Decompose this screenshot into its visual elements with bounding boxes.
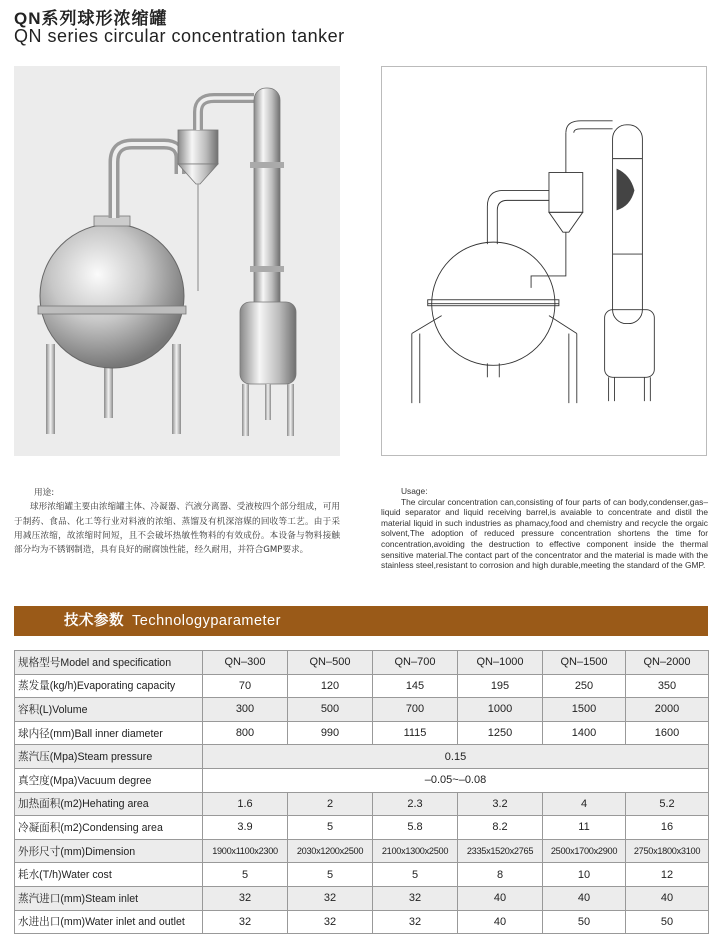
usage-cn-text: 球形浓缩罐主要由浓缩罐主体、冷凝器、汽液分离器、受液桉四个部分组成，可用于制药、食品、化工等行业对料液的浓缩、蒸馏及有机深溶媒的回收等工艺。由于采用减压浓缩，故浓缩时间短，且不会破坏热敏性物料的有效成份。本设备与物料接触部分均为不锈钢制造，具有良好的耐腐蚀性能，经久耐用，并符合GMP要求。 (14, 502, 340, 556)
usage-en-text: The circular concentration can,consisting of four parts of can body,condenser,gas–liquid separator and liquid receiving barrel,is avaiable to concentrate and distil the material liquid in such industries as phamacy,food and chemistry and recycle the orgaic solvent,The adoption of reduced pressure concentration shortens the time for concentration,avoiding the destruction to effective component inside the thermal sensitive material.The contact part of the concentrator and the material is made with the stainless steel,resistant to corrosion and high durable,meeting the standard of the GMP. (381, 496, 708, 571)
row-value-cell: 1900x1100x2300 (203, 839, 288, 863)
row-value-cell: 500 (288, 698, 373, 722)
row-merged-value: –0.05~–0.08 (203, 768, 709, 792)
row-value-cell: 8.2 (458, 816, 543, 840)
table-header-cell: QN–500 (288, 651, 373, 675)
row-value-cell: 800 (203, 721, 288, 745)
row-value-cell: 5 (288, 863, 373, 887)
row-value-cell: 50 (626, 910, 709, 934)
row-value-cell: 5 (288, 816, 373, 840)
row-value-cell: 1000 (458, 698, 543, 722)
usage-chinese (14, 486, 340, 557)
row-value-cell: 32 (288, 886, 373, 910)
row-value-cell: 40 (458, 886, 543, 910)
row-label: 加热面积(m2)Hehating area (15, 792, 203, 816)
row-value-cell: 990 (288, 721, 373, 745)
row-value-cell: 40 (458, 910, 543, 934)
banner-title-cn: 技术参数 (64, 613, 124, 629)
table-row (15, 816, 709, 840)
row-value-cell: 10 (543, 863, 626, 887)
row-value-cell: 32 (203, 910, 288, 934)
row-value-cell: 145 (373, 674, 458, 698)
row-value-cell: 350 (626, 674, 709, 698)
row-value-cell: 32 (288, 910, 373, 934)
row-label: 耗水(T/h)Water cost (15, 863, 203, 887)
row-label: 真空度(Mpa)Vacuum degree (15, 768, 203, 792)
row-value-cell: 4 (543, 792, 626, 816)
row-value-cell: 2 (288, 792, 373, 816)
row-value-cell: 3.2 (458, 792, 543, 816)
banner-title-en: Technologyparameter (132, 613, 281, 629)
row-label: 冷凝面积(m2)Condensing area (15, 816, 203, 840)
row-value-cell: 3.9 (203, 816, 288, 840)
table-row (15, 886, 709, 910)
row-label: 外形尺寸(mm)Dimension (15, 839, 203, 863)
row-label: 蒸发量(kg/h)Evaporating capacity (15, 674, 203, 698)
row-value-cell: 120 (288, 674, 373, 698)
row-merged-value: 0.15 (203, 745, 709, 769)
table-row (15, 910, 709, 934)
row-value-cell: 5.2 (626, 792, 709, 816)
row-value-cell: 50 (543, 910, 626, 934)
row-value-cell: 12 (626, 863, 709, 887)
row-value-cell: 1.6 (203, 792, 288, 816)
table-row (15, 863, 709, 887)
row-value-cell: 300 (203, 698, 288, 722)
table-row (15, 698, 709, 722)
title-chinese: QN系列球形浓缩罐 (14, 9, 168, 28)
row-value-cell: 250 (543, 674, 626, 698)
row-label: 容积(L)Volume (15, 698, 203, 722)
table-header-cell: QN–1500 (543, 651, 626, 675)
row-value-cell: 5 (203, 863, 288, 887)
row-value-cell: 40 (626, 886, 709, 910)
row-value-cell: 8 (458, 863, 543, 887)
row-value-cell: 16 (626, 816, 709, 840)
row-value-cell: 32 (373, 910, 458, 934)
row-value-cell: 32 (373, 886, 458, 910)
usage-en-label: Usage: (401, 486, 428, 496)
table-header-cell: QN–2000 (626, 651, 709, 675)
row-label: 球内径(mm)Ball inner diameter (15, 721, 203, 745)
row-value-cell: 2100x1300x2500 (373, 839, 458, 863)
row-value-cell: 2030x1200x2500 (288, 839, 373, 863)
row-value-cell: 5.8 (373, 816, 458, 840)
row-value-cell: 195 (458, 674, 543, 698)
table-row (15, 792, 709, 816)
equipment-line-drawing (381, 66, 707, 456)
row-label: 蒸汽进口(mm)Steam inlet (15, 886, 203, 910)
equipment-photo (14, 66, 340, 456)
table-row (15, 768, 709, 792)
row-value-cell: 11 (543, 816, 626, 840)
row-label: 水进出口(mm)Water inlet and outlet (15, 910, 203, 934)
table-header-cell: QN–700 (373, 651, 458, 675)
photo-illustration (14, 66, 340, 456)
spec-table-body (15, 651, 709, 934)
table-header-cell: QN–1000 (458, 651, 543, 675)
row-value-cell: 2.3 (373, 792, 458, 816)
row-label: 蒸汽压(Mpa)Steam pressure (15, 745, 203, 769)
table-header-row (15, 651, 709, 675)
table-row (15, 721, 709, 745)
table-row (15, 674, 709, 698)
row-value-cell: 40 (543, 886, 626, 910)
table-header-cell: QN–300 (203, 651, 288, 675)
row-value-cell: 70 (203, 674, 288, 698)
row-value-cell: 1115 (373, 721, 458, 745)
usage-english (381, 486, 708, 571)
spec-table (14, 650, 709, 934)
line-drawing-illustration (382, 67, 706, 455)
row-value-cell: 1500 (543, 698, 626, 722)
technical-parameter-banner (14, 606, 708, 636)
table-header-label: 规格型号Model and specification (15, 651, 203, 675)
row-value-cell: 1400 (543, 721, 626, 745)
table-row (15, 745, 709, 769)
table-row (15, 839, 709, 863)
row-value-cell: 1250 (458, 721, 543, 745)
row-value-cell: 2000 (626, 698, 709, 722)
row-value-cell: 2335x1520x2765 (458, 839, 543, 863)
row-value-cell: 2750x1800x3100 (626, 839, 709, 863)
row-value-cell: 5 (373, 863, 458, 887)
row-value-cell: 32 (203, 886, 288, 910)
usage-cn-label: 用途: (34, 488, 55, 498)
row-value-cell: 700 (373, 698, 458, 722)
row-value-cell: 1600 (626, 721, 709, 745)
row-value-cell: 2500x1700x2900 (543, 839, 626, 863)
title-english: QN series circular concentration tanker (14, 26, 345, 46)
